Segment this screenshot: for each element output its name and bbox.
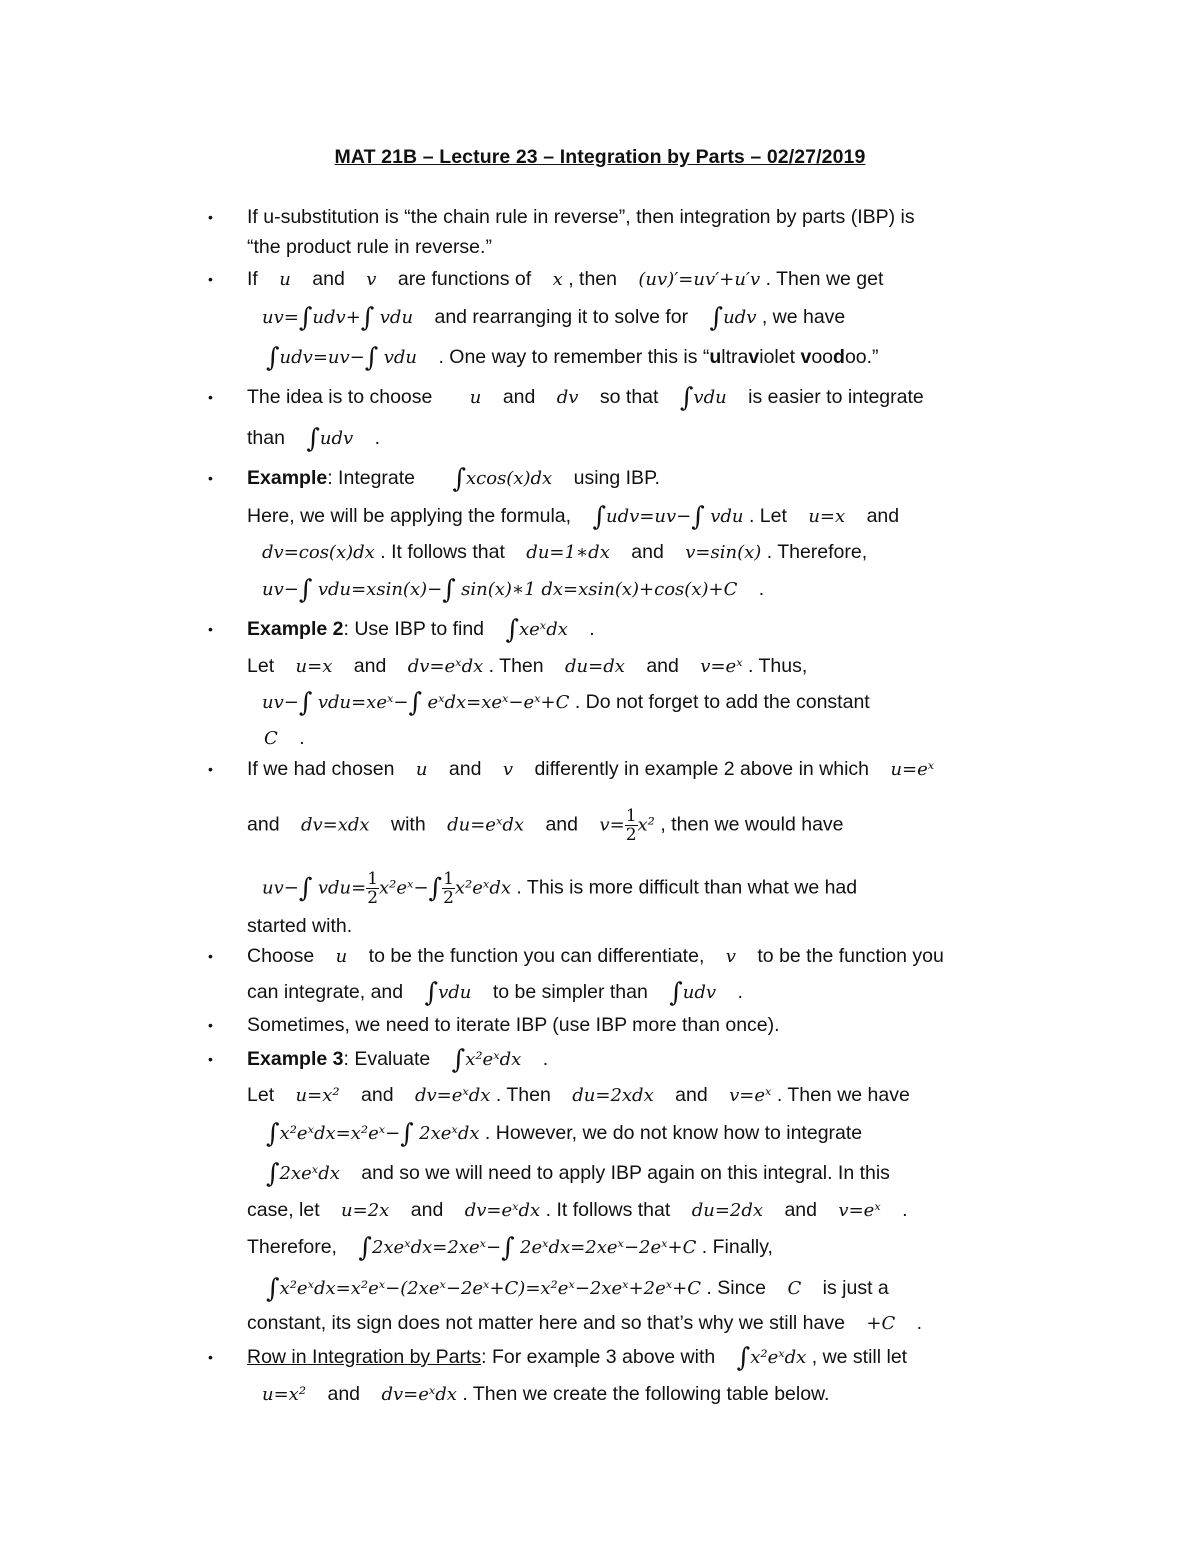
text: oo.” — [844, 346, 879, 368]
text: . However, we do not know how to integrate — [484, 1122, 863, 1144]
text-line — [266, 1119, 863, 1149]
text: : Integrate — [327, 467, 416, 489]
math: vdu=xeˣ− — [317, 692, 409, 713]
math: u=x² — [262, 1384, 307, 1405]
text-line — [262, 688, 870, 718]
integral-sign: ∫ — [298, 575, 313, 605]
numerator: 1 — [367, 869, 379, 889]
text: Here, we will be applying the formula, — [247, 505, 572, 527]
text: constant, its sign does not matter here and so that’s why we still have — [247, 1312, 845, 1334]
math: x²eˣdx — [465, 1049, 522, 1070]
text: and — [247, 813, 280, 836]
text: . — [758, 578, 765, 600]
bullet: • — [208, 209, 213, 225]
integral-sign: ∫ — [358, 1233, 372, 1263]
text: The idea is to choose — [247, 386, 433, 408]
text: to be the function you can differentiate, — [368, 945, 705, 967]
denominator: 2 — [367, 888, 379, 908]
text: . Then — [488, 655, 544, 677]
text: Choose — [247, 945, 315, 967]
integral-sign: ∫ — [442, 575, 456, 605]
text: and — [784, 1199, 817, 1221]
text-line — [262, 575, 765, 605]
math: du=eˣdx — [447, 814, 525, 836]
text: with — [391, 813, 426, 836]
text: and — [312, 268, 345, 290]
page-title: MAT 21B – Lecture 23 – Integration by Parts – 02/27/2019 — [334, 146, 866, 168]
math: u — [469, 387, 482, 408]
text: is just a — [822, 1277, 889, 1299]
math: vdu — [383, 347, 418, 368]
text: If — [247, 268, 258, 290]
math: u=x² — [295, 1085, 340, 1106]
integral-sign: ∫ — [709, 303, 724, 333]
text: “the product rule in reverse.” — [247, 236, 492, 258]
text: than — [247, 427, 285, 449]
math: u=x — [295, 656, 333, 677]
integral-sign: ∫ — [266, 1119, 280, 1149]
text-line — [266, 1274, 889, 1304]
math: 2eˣdx=2xeˣ−2eˣ+C — [520, 1237, 697, 1258]
text-line — [266, 1159, 890, 1189]
text-line — [247, 944, 944, 969]
text: . Let — [748, 505, 787, 527]
math: +C — [866, 1313, 896, 1334]
text-line — [262, 1382, 829, 1407]
text: . This is more difficult than what we had — [516, 876, 858, 899]
text-line — [247, 615, 595, 645]
mnemonic-letter: v — [800, 346, 812, 368]
math: du=2dx — [691, 1200, 764, 1221]
text-line — [247, 1083, 910, 1108]
text: . It follows that — [545, 1199, 671, 1221]
integral-sign: ∫ — [452, 464, 466, 494]
math: sin(x)∗1 dx=xsin(x)+cos(x)+C — [461, 579, 738, 600]
text: and — [545, 813, 578, 836]
text: and rearranging it to solve for — [434, 306, 689, 328]
text: and so we will need to apply IBP again on this integral. In this — [361, 1162, 890, 1184]
fraction — [442, 870, 455, 907]
math: du=2xdx — [572, 1085, 654, 1106]
math: uv= — [262, 307, 299, 328]
text-line — [247, 1343, 908, 1373]
text-line — [247, 1198, 908, 1223]
text: and — [353, 655, 387, 677]
integral-sign: ∫ — [669, 978, 683, 1008]
integral-sign: ∫ — [364, 343, 379, 373]
text: ltra — [721, 346, 749, 368]
integral-sign: ∫ — [501, 1233, 515, 1263]
text: iolet — [759, 346, 801, 368]
math: x²eˣdx=x²eˣ−(2xeˣ−2eˣ+C)=x²eˣ−2xeˣ+2eˣ+C — [279, 1278, 701, 1299]
math: u=x — [808, 506, 846, 527]
bullet: • — [208, 948, 213, 964]
math: v=eˣ — [700, 656, 743, 677]
text: , then — [568, 268, 617, 290]
math: u — [415, 759, 428, 780]
text-line — [264, 726, 305, 751]
math: vdu — [710, 506, 744, 527]
math: 2xeˣdx — [419, 1123, 480, 1144]
math: u=eˣ — [890, 759, 935, 780]
text: started with. — [247, 915, 353, 937]
math: xcos(x)dx — [466, 468, 553, 489]
text: Sometimes, we need to iterate IBP (use IBP more than once). — [247, 1014, 780, 1036]
text: are functions of — [397, 268, 532, 290]
math: uv− — [262, 877, 299, 899]
integral-sign: ∫ — [400, 1119, 414, 1149]
math: u — [335, 946, 348, 967]
text-line — [247, 757, 934, 782]
math: dv=eˣdx — [464, 1200, 541, 1221]
math: xeˣdx — [519, 619, 568, 640]
text-line — [247, 267, 883, 292]
integral-sign: ∫ — [266, 1274, 280, 1304]
math: u=2x — [341, 1200, 390, 1221]
integral-sign: ∫ — [428, 873, 443, 904]
math: du=1∗dx — [526, 542, 610, 563]
math: − — [413, 877, 429, 899]
text-line — [247, 978, 743, 1008]
bullet: • — [208, 389, 213, 405]
text-line — [247, 502, 900, 532]
text: . Since — [706, 1277, 767, 1299]
text: . — [299, 727, 305, 749]
example-label: Example 2 — [247, 618, 344, 640]
math: du=dx — [565, 656, 625, 677]
text-line — [247, 1233, 773, 1263]
bullet: • — [208, 1017, 213, 1033]
example-label: Example 3 — [247, 1048, 344, 1070]
math: v=sin(x) — [685, 542, 762, 563]
bullet: • — [208, 470, 213, 486]
text-line — [247, 464, 660, 494]
text-line — [247, 807, 844, 844]
text: . Therefore, — [766, 541, 868, 563]
integral-sign: ∫ — [451, 1045, 466, 1075]
mnemonic-letter: d — [833, 346, 845, 368]
text-line — [247, 424, 381, 454]
integral-sign: ∫ — [298, 303, 313, 333]
text: . Do not forget to add the constant — [574, 691, 870, 713]
integral-sign: ∫ — [298, 873, 313, 904]
math: 2xeˣdx — [279, 1163, 340, 1184]
text-line — [262, 870, 857, 907]
math: vdu=xsin(x)− — [317, 579, 443, 600]
math: C — [264, 728, 278, 749]
text: If u-substitution is “the chain rule in reverse”, then integration by parts (IBP) is — [247, 206, 915, 228]
text: differently in example 2 above in which — [534, 758, 870, 780]
denominator: 2 — [443, 888, 454, 908]
math: vdu — [693, 387, 727, 408]
numerator: 1 — [625, 806, 637, 826]
math: x²eˣdx — [750, 1347, 807, 1368]
text: and — [327, 1383, 361, 1405]
text: is easier to integrate — [748, 386, 924, 408]
math: dv=eˣdx — [407, 656, 484, 677]
text: can integrate, and — [247, 981, 404, 1003]
math: udv — [682, 982, 717, 1003]
math: x²eˣdx — [454, 877, 511, 899]
text: , we still let — [811, 1346, 908, 1368]
bullet: • — [208, 621, 213, 637]
example-label: Example — [247, 467, 328, 489]
math: udv=uv− — [606, 506, 692, 527]
integral-sign: ∫ — [408, 688, 423, 718]
text: : For example 3 above with — [481, 1346, 716, 1368]
math: vdu — [438, 982, 472, 1003]
integral-sign: ∫ — [306, 424, 320, 454]
math: udv=uv− — [279, 347, 365, 368]
math: v=eˣ — [729, 1085, 772, 1106]
integral-sign: ∫ — [298, 688, 313, 718]
text: and — [646, 655, 679, 677]
text: Let — [247, 1084, 275, 1106]
text: : Use IBP to find — [343, 618, 485, 640]
text: , then we would have — [660, 813, 844, 836]
math: udv — [312, 307, 346, 328]
bullet: • — [208, 761, 213, 777]
text-line — [247, 205, 915, 229]
numerator: 1 — [443, 869, 454, 889]
math: dv — [556, 387, 579, 408]
text: and — [631, 541, 664, 563]
math: v — [502, 759, 514, 780]
text: and — [410, 1199, 444, 1221]
math: v= — [599, 814, 625, 836]
text: If we had chosen — [247, 758, 395, 780]
text: . Then we get — [765, 268, 884, 290]
text-line — [247, 235, 492, 259]
text: . Finally, — [701, 1236, 773, 1258]
text-line — [247, 914, 352, 938]
math: udv — [319, 428, 354, 449]
bullet: • — [208, 1051, 213, 1067]
text: Therefore, — [247, 1236, 337, 1258]
text: . — [737, 981, 743, 1003]
text-line — [262, 540, 867, 565]
text-line — [266, 343, 879, 373]
math: eˣdx=xeˣ−eˣ+C — [427, 692, 570, 713]
integral-sign: ∫ — [424, 978, 439, 1008]
text: . Thus, — [748, 655, 808, 677]
math: C — [787, 1278, 802, 1299]
integral-sign: ∫ — [266, 1159, 280, 1189]
text: . Then — [495, 1084, 551, 1106]
integral-sign: ∫ — [679, 383, 694, 413]
mnemonic-letter: u — [709, 346, 722, 368]
math: 2xeˣdx=2xeˣ− — [371, 1237, 502, 1258]
text: case, let — [247, 1199, 320, 1221]
text-line — [247, 1045, 549, 1075]
fraction — [625, 807, 638, 844]
text: and — [502, 386, 536, 408]
integral-sign: ∫ — [736, 1343, 751, 1373]
text: and — [448, 758, 482, 780]
math: udv — [723, 307, 757, 328]
text: . One way to remember this is “ — [438, 346, 710, 368]
text: . It follows that — [380, 541, 505, 563]
integral-sign: ∫ — [505, 615, 519, 645]
math: dv=eˣdx — [414, 1085, 491, 1106]
math: v — [366, 269, 377, 290]
integral-sign: ∫ — [691, 502, 705, 532]
text: to be the function you — [757, 945, 944, 967]
bullet: • — [208, 1349, 213, 1365]
text-line — [262, 303, 846, 333]
math: vdu= — [317, 877, 367, 899]
math: v — [725, 946, 736, 967]
integral-sign: ∫ — [266, 343, 280, 373]
math: dv=xdx — [300, 814, 370, 836]
math: uv− — [262, 579, 299, 600]
text: and — [866, 505, 900, 527]
section-label: Row in Integration by Parts — [247, 1346, 482, 1368]
math: dv=eˣdx — [381, 1384, 457, 1405]
text: , we have — [761, 306, 846, 328]
math: (uv)′=uv′+u′v — [638, 269, 761, 290]
integral-sign: ∫ — [592, 502, 607, 532]
math: x² — [637, 814, 655, 836]
math: v=eˣ — [838, 1200, 881, 1221]
math: x²eˣdx=x²eˣ− — [279, 1123, 401, 1144]
text: to be simpler than — [492, 981, 648, 1003]
text: and — [361, 1084, 394, 1106]
text: . — [374, 427, 381, 449]
text: oo — [811, 346, 834, 368]
text: : Evaluate — [343, 1048, 431, 1070]
text-line — [247, 654, 807, 679]
math: x²eˣ — [379, 877, 414, 899]
denominator: 2 — [625, 825, 637, 845]
text: . — [916, 1312, 923, 1334]
mnemonic-letter: v — [748, 346, 760, 368]
math: vdu — [379, 307, 414, 328]
text: . Then we have — [776, 1084, 910, 1106]
text: . — [542, 1048, 549, 1070]
text-line — [247, 383, 924, 413]
math: uv− — [262, 692, 299, 713]
text: so that — [599, 386, 659, 408]
math: + — [345, 307, 361, 328]
text: Let — [247, 655, 275, 677]
text-line — [247, 1013, 780, 1037]
bullet: • — [208, 271, 213, 287]
math: u — [279, 269, 291, 290]
fraction — [366, 870, 379, 907]
text: . — [589, 618, 595, 640]
text: . — [902, 1199, 908, 1221]
math: x — [552, 269, 563, 290]
integral-sign: ∫ — [360, 303, 375, 333]
text: and — [675, 1084, 708, 1106]
text-line — [247, 1311, 922, 1336]
math: dv=cos(x)dx — [262, 542, 375, 563]
text: . Then we create the following table below. — [462, 1383, 830, 1405]
text: using IBP. — [573, 467, 660, 489]
